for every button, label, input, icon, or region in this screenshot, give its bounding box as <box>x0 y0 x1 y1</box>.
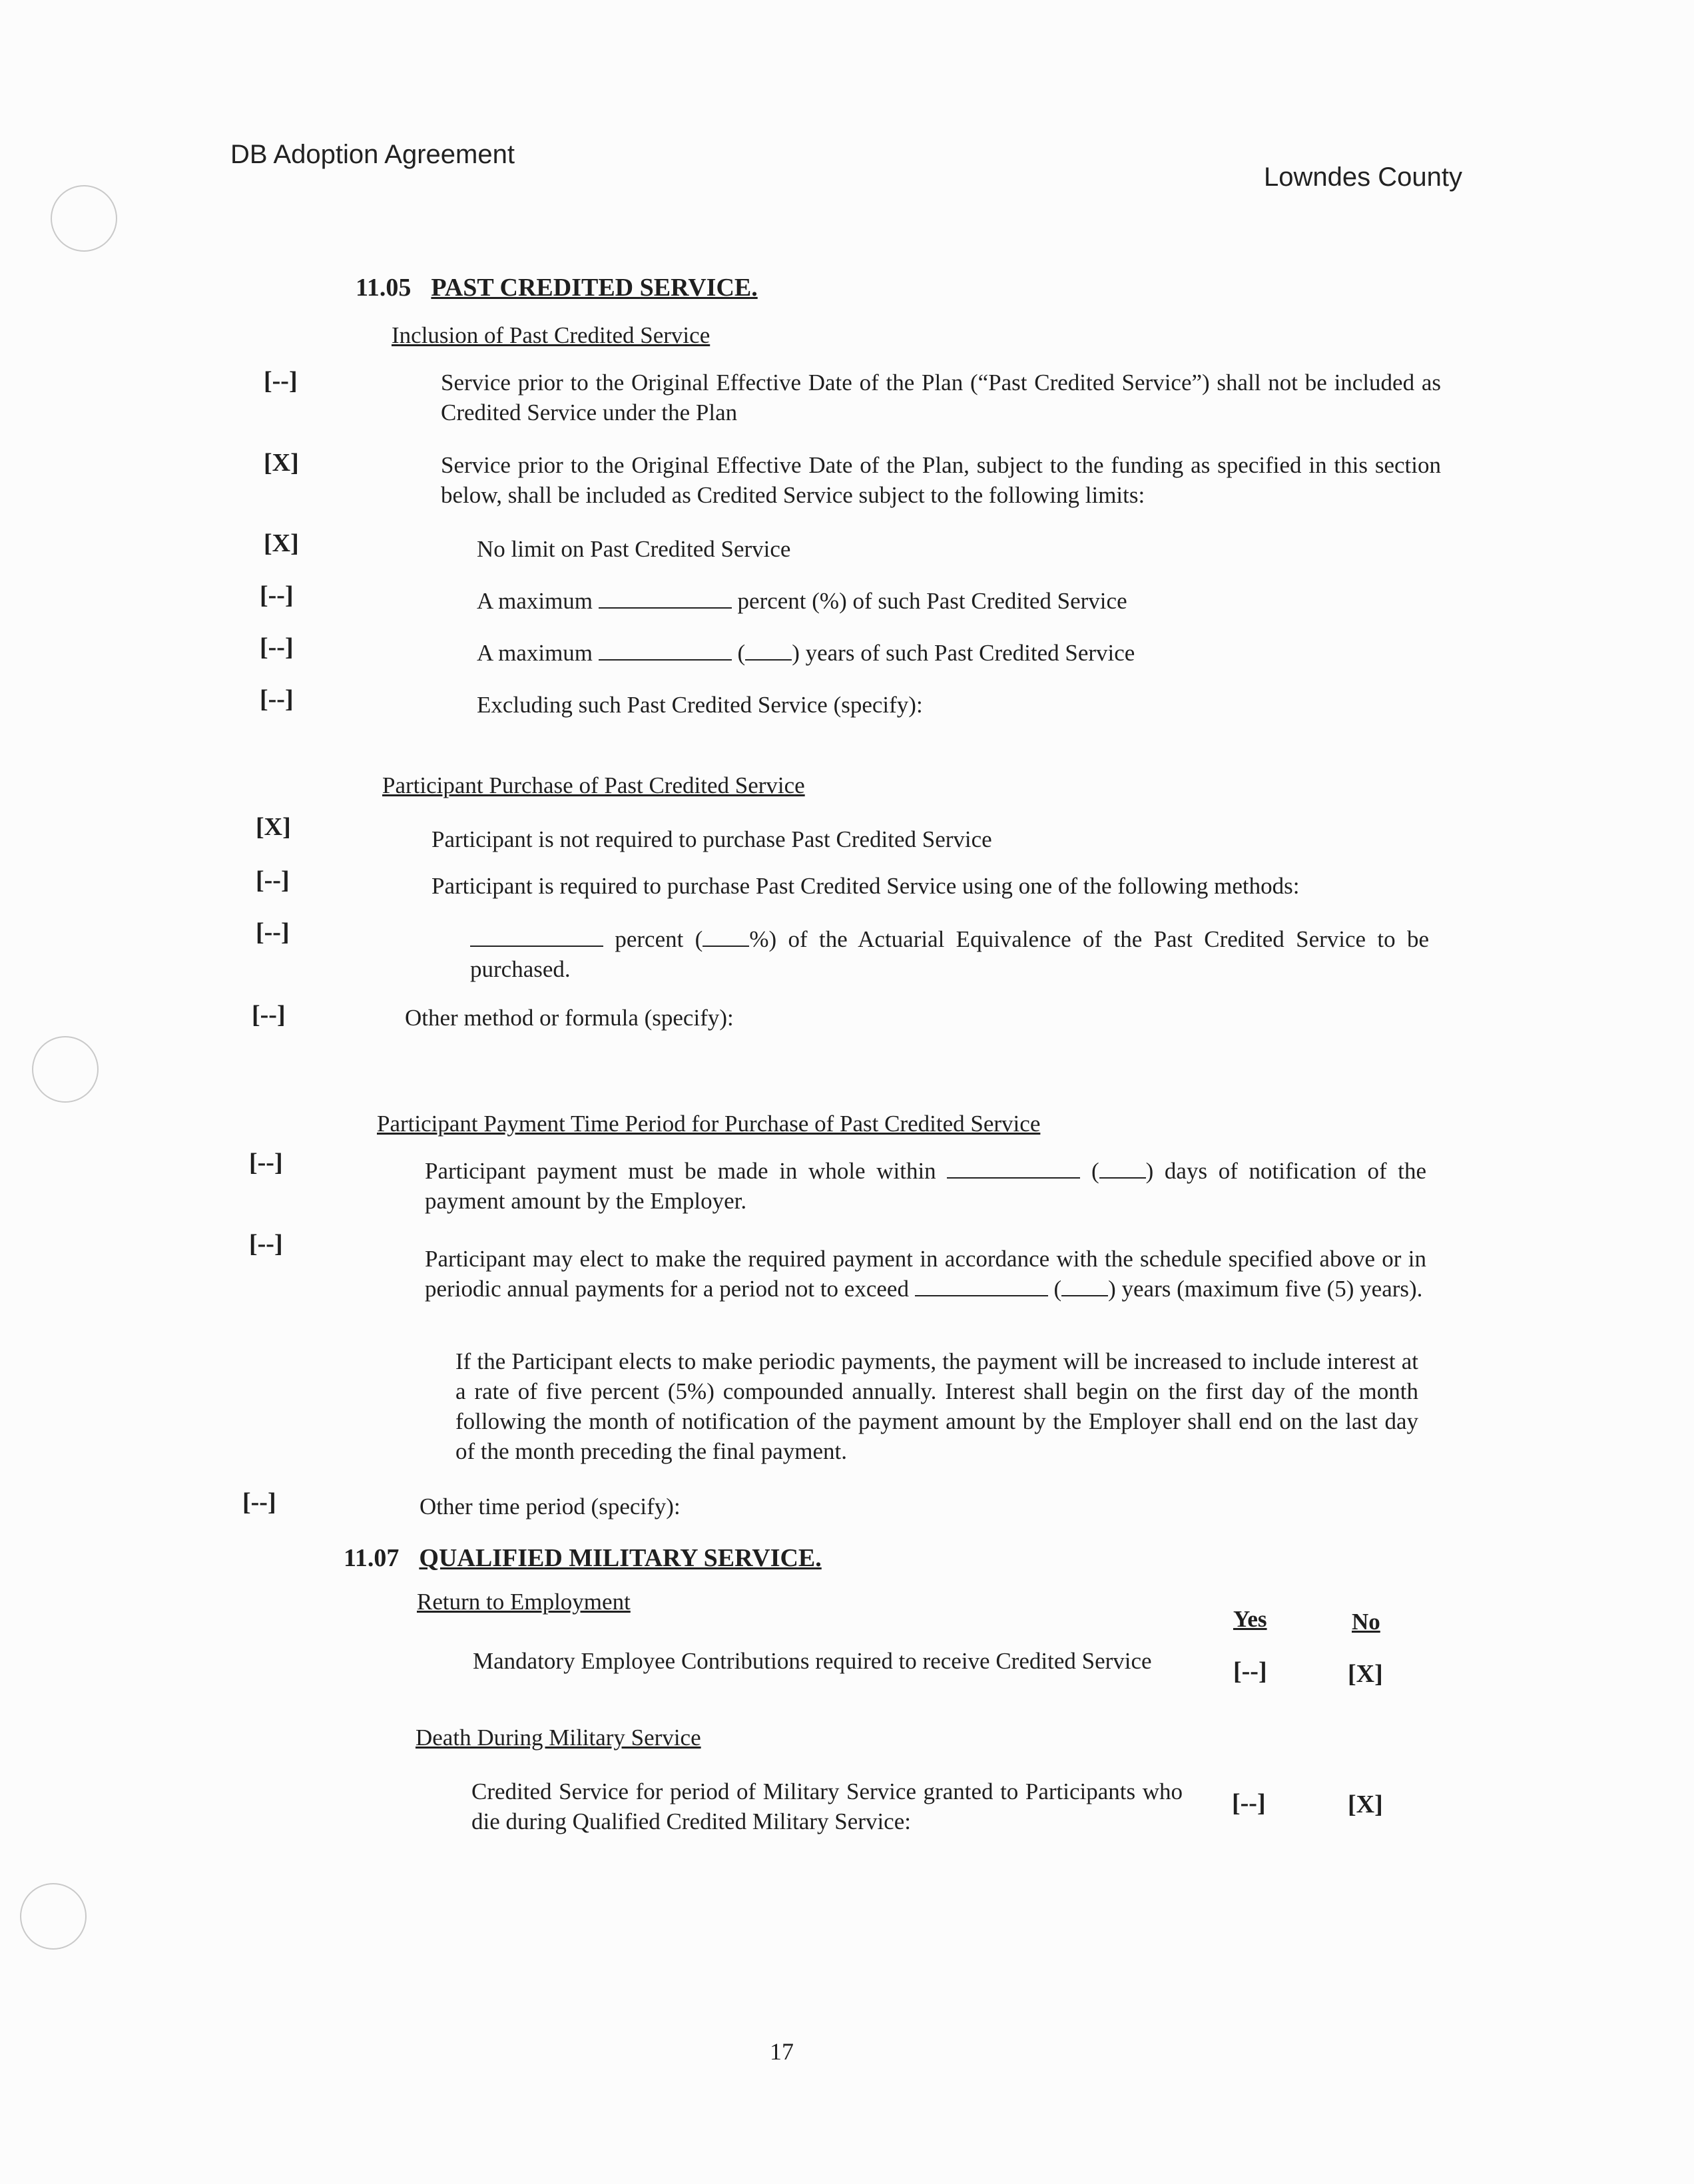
percent-method-blank[interactable] <box>470 926 603 947</box>
return-mandatory-contributions: Mandatory Employee Contributions required to receive Credited Service <box>473 1648 1152 1674</box>
option-no-limit: No limit on Past Credited Service <box>477 536 791 562</box>
option-purchase-required: Participant is required to purchase Past Credited Service using one of the following methods: <box>431 873 1300 899</box>
section-title: PAST CREDITED SERVICE. <box>431 274 758 302</box>
option-exclude-past-service: Service prior to the Original Effective Date of the Plan (“Past Credited Service”) shall not be included as Credited Service under the Plan <box>441 370 1441 425</box>
checkbox-include-past-service[interactable]: [X] <box>264 449 299 477</box>
checkbox-death-no[interactable]: [X] <box>1348 1790 1383 1818</box>
checkbox-return-yes[interactable]: [--] <box>1233 1657 1267 1685</box>
option-other-time: Other time period (specify): <box>420 1494 681 1519</box>
section-11-05-heading <box>356 273 758 302</box>
section-11-07-heading <box>344 1543 822 1573</box>
option-no-purchase: Participant is not required to purchase Past Credited Service <box>431 826 992 852</box>
section-number: 11.05 <box>356 274 412 302</box>
column-no: No <box>1352 1609 1380 1635</box>
max-years-number-blank[interactable] <box>745 639 792 661</box>
option-other-method: Other method or formula (specify): <box>405 1005 734 1031</box>
section-number: 11.07 <box>344 1544 400 1572</box>
option-excluding: Excluding such Past Credited Service (specify): <box>477 692 923 718</box>
checkbox-percent-method[interactable]: [--] <box>256 918 290 946</box>
max-percent-blank[interactable] <box>599 587 732 609</box>
checkbox-return-no[interactable]: [X] <box>1348 1660 1383 1688</box>
option-max-years: A maximum ( ) years of such Past Credited Service <box>477 640 1135 666</box>
punch-hole <box>32 1036 99 1103</box>
death-credited-service: Credited Service for period of Military Service granted to Participants who die during Qualified Credited Military Service: <box>471 1778 1183 1834</box>
option-payment-periodic: Participant may elect to make the required payment in accordance with the schedule specified above or in periodic annual payments for a period not to exceed ( ) years (maximum five (5) years). <box>425 1246 1426 1302</box>
option-max-percent: A maximum percent (%) of such Past Credited Service <box>477 588 1127 614</box>
checkbox-payment-periodic[interactable]: [--] <box>249 1230 283 1258</box>
payment-days-number-blank[interactable] <box>1099 1157 1146 1179</box>
interest-note: If the Participant elects to make periodic payments, the payment will be increased to include interest at a rate of five percent (5%) compounded annually. Interest shall begin on the first day of the month following the month of notification of the payment amount by the Employer shall end on the last day of the month preceding the final payment. <box>455 1348 1418 1464</box>
payment-heading: Participant Payment Time Period for Purchase of Past Credited Service <box>377 1111 1041 1137</box>
payment-years-number-blank[interactable] <box>1061 1275 1108 1296</box>
inclusion-heading: Inclusion of Past Credited Service <box>392 322 710 348</box>
option-include-past-service: Service prior to the Original Effective Date of the Plan, subject to the funding as specified in this section below, shall be included as Credited Service subject to the following limits: <box>441 452 1441 508</box>
payment-days-blank[interactable] <box>947 1157 1080 1179</box>
checkbox-purchase-required[interactable]: [--] <box>256 866 290 894</box>
page-number: 17 <box>770 2038 794 2065</box>
header-right: Lowndes County <box>1264 162 1462 192</box>
checkbox-max-years[interactable]: [--] <box>260 633 294 661</box>
header-left: DB Adoption Agreement <box>230 140 515 169</box>
checkbox-no-limit[interactable]: [X] <box>264 529 299 557</box>
checkbox-death-yes[interactable]: [--] <box>1232 1789 1266 1817</box>
checkbox-exclude-past-service[interactable]: [--] <box>264 367 298 395</box>
checkbox-other-method[interactable]: [--] <box>252 1001 286 1029</box>
punch-hole <box>20 1883 87 1950</box>
checkbox-other-time[interactable]: [--] <box>242 1488 276 1516</box>
percent-method-number-blank[interactable] <box>703 926 749 947</box>
checkbox-no-purchase[interactable]: [X] <box>256 813 291 841</box>
punch-hole <box>51 185 117 252</box>
max-years-blank[interactable] <box>599 639 732 661</box>
payment-years-blank[interactable] <box>915 1275 1048 1296</box>
column-yes: Yes <box>1233 1606 1267 1632</box>
death-heading: Death During Military Service <box>416 1725 701 1751</box>
section-title: QUALIFIED MILITARY SERVICE. <box>419 1544 822 1572</box>
option-payment-whole: Participant payment must be made in whole within ( ) days of notification of the payment amount by the Employer. <box>425 1158 1427 1214</box>
checkbox-excluding[interactable]: [--] <box>260 685 294 713</box>
purchase-heading: Participant Purchase of Past Credited Service <box>382 772 805 798</box>
checkbox-payment-whole[interactable]: [--] <box>249 1149 283 1177</box>
checkbox-max-percent[interactable]: [--] <box>260 581 294 609</box>
option-percent-method: percent ( %) of the Actuarial Equivalence of the Past Credited Service to be purchased. <box>470 926 1430 982</box>
return-heading: Return to Employment <box>417 1589 631 1615</box>
